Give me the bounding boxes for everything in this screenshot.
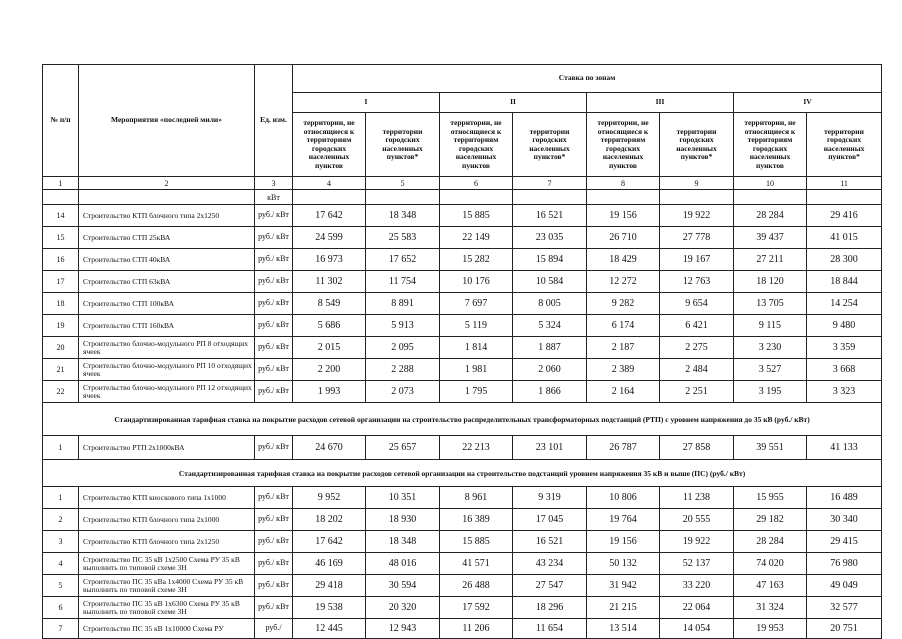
rate-value: 48 016 [366, 553, 440, 575]
rate-value: 30 594 [366, 575, 440, 597]
unit-cell: руб./ кВт [255, 531, 293, 553]
column-number: 10 [734, 177, 807, 190]
blank-cell [366, 190, 440, 205]
rate-value: 16 389 [440, 509, 513, 531]
rate-value: 18 348 [366, 531, 440, 553]
rate-value: 2 060 [513, 359, 587, 381]
rate-value: 27 547 [513, 575, 587, 597]
measure-name: Строительство КТП киоскового типа 1х1000 [79, 487, 255, 509]
rate-value: 16 489 [807, 487, 882, 509]
row-number: 2 [43, 509, 79, 531]
rate-value: 16 521 [513, 205, 587, 227]
rate-value: 12 272 [587, 271, 660, 293]
unit-cell: руб./ кВт [255, 271, 293, 293]
table-row [43, 293, 882, 315]
rate-value: 13 705 [734, 293, 807, 315]
row-number: 17 [43, 271, 79, 293]
row-number: 14 [43, 205, 79, 227]
rate-value: 15 282 [440, 249, 513, 271]
rate-value: 10 176 [440, 271, 513, 293]
rate-value: 8 961 [440, 487, 513, 509]
rate-value: 18 202 [293, 509, 366, 531]
measure-name: Строительство КТП блочного типа 2х1250 [79, 531, 255, 553]
measure-name: Строительство СТП 40кВА [79, 249, 255, 271]
measure-name: Строительство РТП 2х1000кВА [79, 436, 255, 460]
rate-value: 24 599 [293, 227, 366, 249]
rate-value: 19 922 [660, 205, 734, 227]
blank-cell [440, 190, 513, 205]
rate-value: 16 973 [293, 249, 366, 271]
unit-cell: руб./ кВт [255, 436, 293, 460]
rate-value: 9 115 [734, 315, 807, 337]
rate-value: 11 654 [513, 619, 587, 639]
rate-value: 22 064 [660, 597, 734, 619]
rate-value: 6 174 [587, 315, 660, 337]
column-number-row [43, 177, 882, 190]
column-number: 11 [807, 177, 882, 190]
rate-value: 21 215 [587, 597, 660, 619]
blank-cell [660, 190, 734, 205]
measure-name: Строительство СТП 160кВА [79, 315, 255, 337]
rate-value: 26 710 [587, 227, 660, 249]
blank-cell [293, 190, 366, 205]
column-number: 1 [43, 177, 79, 190]
row-number: 7 [43, 619, 79, 639]
rate-value: 19 156 [587, 205, 660, 227]
rate-value: 29 418 [293, 575, 366, 597]
table-row [43, 553, 882, 575]
rate-value: 30 340 [807, 509, 882, 531]
table-row [43, 337, 882, 359]
rate-value: 49 049 [807, 575, 882, 597]
table-row [43, 575, 882, 597]
rate-value: 2 484 [660, 359, 734, 381]
rate-value: 9 654 [660, 293, 734, 315]
rate-value: 17 045 [513, 509, 587, 531]
rate-value: 39 551 [734, 436, 807, 460]
urban-header: территории городских населенных пунктов* [807, 113, 882, 177]
rate-value: 11 754 [366, 271, 440, 293]
measure-name: Строительство блочно-модульного РП 10 отходящих ячеек [79, 359, 255, 381]
rate-value: 28 300 [807, 249, 882, 271]
rate-value: 29 182 [734, 509, 807, 531]
rate-value: 41 133 [807, 436, 882, 460]
unit-cell: руб./ кВт [255, 381, 293, 403]
table-row [43, 597, 882, 619]
rate-value: 2 389 [587, 359, 660, 381]
unit-cell: руб./ кВт [255, 575, 293, 597]
table-row [43, 381, 882, 403]
rate-value: 24 670 [293, 436, 366, 460]
table-row [43, 271, 882, 293]
rate-value: 17 642 [293, 205, 366, 227]
rate-value: 17 642 [293, 531, 366, 553]
section-title-ps: Стандартизированная тарифная ставка на покрытие расходов сетевой организации на строительство подстанций уровнем напряжения 35 кВ и выше (ПС) (руб./ кВт) [43, 460, 882, 487]
tariff-rates-table [42, 64, 882, 639]
rate-value: 23 101 [513, 436, 587, 460]
measure-name: Строительство ПС 35 кВ 1х2500 Схема РУ 35 кВ выполнить по типовой схеме 3Н [79, 553, 255, 575]
measure-name: Строительство КТП блочного типа 2х1000 [79, 509, 255, 531]
rate-value: 32 577 [807, 597, 882, 619]
rate-value: 3 668 [807, 359, 882, 381]
rate-value: 2 200 [293, 359, 366, 381]
measure-name: Строительство КТП блочного типа 2х1250 [79, 205, 255, 227]
rate-value: 11 238 [660, 487, 734, 509]
blank-cell [734, 190, 807, 205]
rate-value: 52 137 [660, 553, 734, 575]
rate-value: 18 844 [807, 271, 882, 293]
rate-value: 20 555 [660, 509, 734, 531]
rate-value: 12 943 [366, 619, 440, 639]
rate-value: 2 015 [293, 337, 366, 359]
row-number: 3 [43, 531, 79, 553]
rate-value: 5 324 [513, 315, 587, 337]
continued-unit: кВт [255, 190, 293, 205]
rate-value: 13 514 [587, 619, 660, 639]
row-number: 19 [43, 315, 79, 337]
rate-value: 17 652 [366, 249, 440, 271]
rate-value: 3 195 [734, 381, 807, 403]
unit-cell: руб./ кВт [255, 597, 293, 619]
table-row [43, 436, 882, 460]
rate-value: 29 415 [807, 531, 882, 553]
measure-name: Строительство ПС 35 кВа 1х4000 Схема РУ 35 кВ выполнить по типовой схеме 3Н [79, 575, 255, 597]
unit-cell: руб./ кВт [255, 509, 293, 531]
rate-value: 6 421 [660, 315, 734, 337]
row-number: 20 [43, 337, 79, 359]
rate-value: 10 806 [587, 487, 660, 509]
rate-value: 2 095 [366, 337, 440, 359]
measure-name: Строительство блочно-модульного РП 8 отходящих ячеек [79, 337, 255, 359]
rate-value: 43 234 [513, 553, 587, 575]
rate-value: 28 284 [734, 205, 807, 227]
rate-value: 39 437 [734, 227, 807, 249]
section-rtp [43, 403, 882, 436]
measure-name: Строительство СТП 100кВА [79, 293, 255, 315]
rate-value: 27 211 [734, 249, 807, 271]
zone-header: II [440, 93, 587, 113]
no-header: № п/п [43, 65, 79, 177]
rate-value: 10 351 [366, 487, 440, 509]
rate-value: 11 206 [440, 619, 513, 639]
tariff-table-sheet [42, 64, 881, 639]
row-number: 1 [43, 436, 79, 460]
last-mile-rows [43, 205, 882, 403]
rate-value: 5 913 [366, 315, 440, 337]
blank-cell [513, 190, 587, 205]
unit-header: Ед. изм. [255, 65, 293, 177]
rate-value: 9 282 [587, 293, 660, 315]
unit-cell: руб./ [255, 619, 293, 639]
rate-value: 16 521 [513, 531, 587, 553]
rate-value: 19 156 [587, 531, 660, 553]
table-row [43, 315, 882, 337]
unit-cell: руб./ кВт [255, 293, 293, 315]
rate-value: 18 348 [366, 205, 440, 227]
rate-value: 20 320 [366, 597, 440, 619]
unit-cell: руб./ кВт [255, 227, 293, 249]
rate-value: 8 005 [513, 293, 587, 315]
non-urban-header: территории, не относящиеся к территориям городских населенных пунктов [293, 113, 366, 177]
column-number: 5 [366, 177, 440, 190]
rate-value: 8 549 [293, 293, 366, 315]
unit-cell: руб./ кВт [255, 205, 293, 227]
rate-value: 2 288 [366, 359, 440, 381]
rate-value: 9 952 [293, 487, 366, 509]
rate-value: 14 254 [807, 293, 882, 315]
unit-cell: руб./ кВт [255, 553, 293, 575]
rate-value: 1 887 [513, 337, 587, 359]
non-urban-header: территории, не относящиеся к территориям городских населенных пунктов [734, 113, 807, 177]
ps-rows [43, 487, 882, 639]
zone-header: III [587, 93, 734, 113]
blank-cell [587, 190, 660, 205]
rate-value: 41 571 [440, 553, 513, 575]
measure-name: Строительство ПС 35 кВ 1х6300 Схема РУ 35 кВ выполнить по типовой схеме 3Н [79, 597, 255, 619]
blank-cell [807, 190, 882, 205]
rate-value: 50 132 [587, 553, 660, 575]
rate-value: 25 657 [366, 436, 440, 460]
rate-value: 1 981 [440, 359, 513, 381]
measure-name: Строительство СТП 63кВА [79, 271, 255, 293]
rate-value: 2 073 [366, 381, 440, 403]
rate-value: 18 930 [366, 509, 440, 531]
row-number: 5 [43, 575, 79, 597]
rate-value: 3 359 [807, 337, 882, 359]
rtp-rows [43, 436, 882, 460]
unit-cell: руб./ кВт [255, 249, 293, 271]
rate-value: 3 323 [807, 381, 882, 403]
rate-value: 5 119 [440, 315, 513, 337]
urban-header: территории городских населенных пунктов* [660, 113, 734, 177]
rate-value: 2 251 [660, 381, 734, 403]
rate-value: 11 302 [293, 271, 366, 293]
rate-value: 31 942 [587, 575, 660, 597]
rate-value: 25 583 [366, 227, 440, 249]
urban-header: территории городских населенных пунктов* [513, 113, 587, 177]
rate-value: 19 922 [660, 531, 734, 553]
rate-value: 1 993 [293, 381, 366, 403]
rate-value: 26 787 [587, 436, 660, 460]
rate-value: 15 955 [734, 487, 807, 509]
unit-cell: руб./ кВт [255, 337, 293, 359]
rate-value: 47 163 [734, 575, 807, 597]
rate-value: 12 445 [293, 619, 366, 639]
table-row [43, 249, 882, 271]
rate-value: 19 167 [660, 249, 734, 271]
column-number: 6 [440, 177, 513, 190]
row-number: 1 [43, 487, 79, 509]
rate-value: 3 527 [734, 359, 807, 381]
rate-value: 15 894 [513, 249, 587, 271]
rate-value: 28 284 [734, 531, 807, 553]
rate-value: 26 488 [440, 575, 513, 597]
measure-name: Строительство ПС 35 кВ 1х10000 Схема РУ [79, 619, 255, 639]
rate-value: 15 885 [440, 531, 513, 553]
rate-value: 20 751 [807, 619, 882, 639]
column-number: 3 [255, 177, 293, 190]
rate-value: 18 296 [513, 597, 587, 619]
blank-cell [43, 190, 79, 205]
rate-value: 8 891 [366, 293, 440, 315]
rate-value: 22 213 [440, 436, 513, 460]
rate-value: 19 764 [587, 509, 660, 531]
rate-value: 9 319 [513, 487, 587, 509]
row-number: 6 [43, 597, 79, 619]
urban-header: территории городских населенных пунктов* [366, 113, 440, 177]
measure-name: Строительство блочно-модульного РП 12 отходящих ячеек [79, 381, 255, 403]
rate-value: 7 697 [440, 293, 513, 315]
table-row [43, 619, 882, 639]
rate-value: 9 480 [807, 315, 882, 337]
table-row [43, 359, 882, 381]
rate-value: 3 230 [734, 337, 807, 359]
rate-value: 1 795 [440, 381, 513, 403]
row-number: 21 [43, 359, 79, 381]
rate-value: 27 858 [660, 436, 734, 460]
rate-value: 31 324 [734, 597, 807, 619]
column-number: 9 [660, 177, 734, 190]
rate-value: 2 275 [660, 337, 734, 359]
rate-value: 18 120 [734, 271, 807, 293]
rate-header: Ставка по зонам [293, 65, 882, 93]
rate-value: 2 187 [587, 337, 660, 359]
unit-cell: руб./ кВт [255, 315, 293, 337]
table-row [43, 205, 882, 227]
unit-cell: руб./ кВт [255, 359, 293, 381]
rate-value: 22 149 [440, 227, 513, 249]
table-row [43, 509, 882, 531]
table-header [43, 65, 882, 177]
rate-value: 19 538 [293, 597, 366, 619]
rate-value: 27 778 [660, 227, 734, 249]
section-ps [43, 460, 882, 487]
rate-value: 33 220 [660, 575, 734, 597]
row-number: 16 [43, 249, 79, 271]
table-row [43, 227, 882, 249]
continued-row [43, 190, 882, 205]
rate-value: 18 429 [587, 249, 660, 271]
table-row [43, 531, 882, 553]
blank-cell [79, 190, 255, 205]
rate-value: 46 169 [293, 553, 366, 575]
rate-value: 10 584 [513, 271, 587, 293]
rate-value: 1 866 [513, 381, 587, 403]
rate-value: 15 885 [440, 205, 513, 227]
row-number: 4 [43, 553, 79, 575]
measure-header: Мероприятия «последней мили» [79, 65, 255, 177]
rate-value: 19 953 [734, 619, 807, 639]
rate-value: 76 980 [807, 553, 882, 575]
table-body [43, 177, 882, 205]
rate-value: 23 035 [513, 227, 587, 249]
column-number: 2 [79, 177, 255, 190]
non-urban-header: территории, не относящиеся к территориям городских населенных пунктов [440, 113, 513, 177]
section-title-rtp: Стандартизированная тарифная ставка на покрытие расходов сетевой организации на строительство распределительных трансформаторных подстанций (РТП) с уровнем напряжения до 35 кВ (руб./ кВт) [43, 403, 882, 436]
rate-value: 12 763 [660, 271, 734, 293]
row-number: 18 [43, 293, 79, 315]
column-number: 4 [293, 177, 366, 190]
table-row [43, 487, 882, 509]
row-number: 15 [43, 227, 79, 249]
column-number: 8 [587, 177, 660, 190]
rate-value: 41 015 [807, 227, 882, 249]
rate-value: 1 814 [440, 337, 513, 359]
zone-header: IV [734, 93, 882, 113]
rate-value: 14 054 [660, 619, 734, 639]
measure-name: Строительство СТП 25кВА [79, 227, 255, 249]
rate-value: 17 592 [440, 597, 513, 619]
unit-cell: руб./ кВт [255, 487, 293, 509]
rate-value: 5 686 [293, 315, 366, 337]
rate-value: 74 020 [734, 553, 807, 575]
rate-value: 29 416 [807, 205, 882, 227]
row-number: 22 [43, 381, 79, 403]
column-number: 7 [513, 177, 587, 190]
non-urban-header: территории, не относящиеся к территориям городских населенных пунктов [587, 113, 660, 177]
rate-value: 2 164 [587, 381, 660, 403]
zone-header: I [293, 93, 440, 113]
